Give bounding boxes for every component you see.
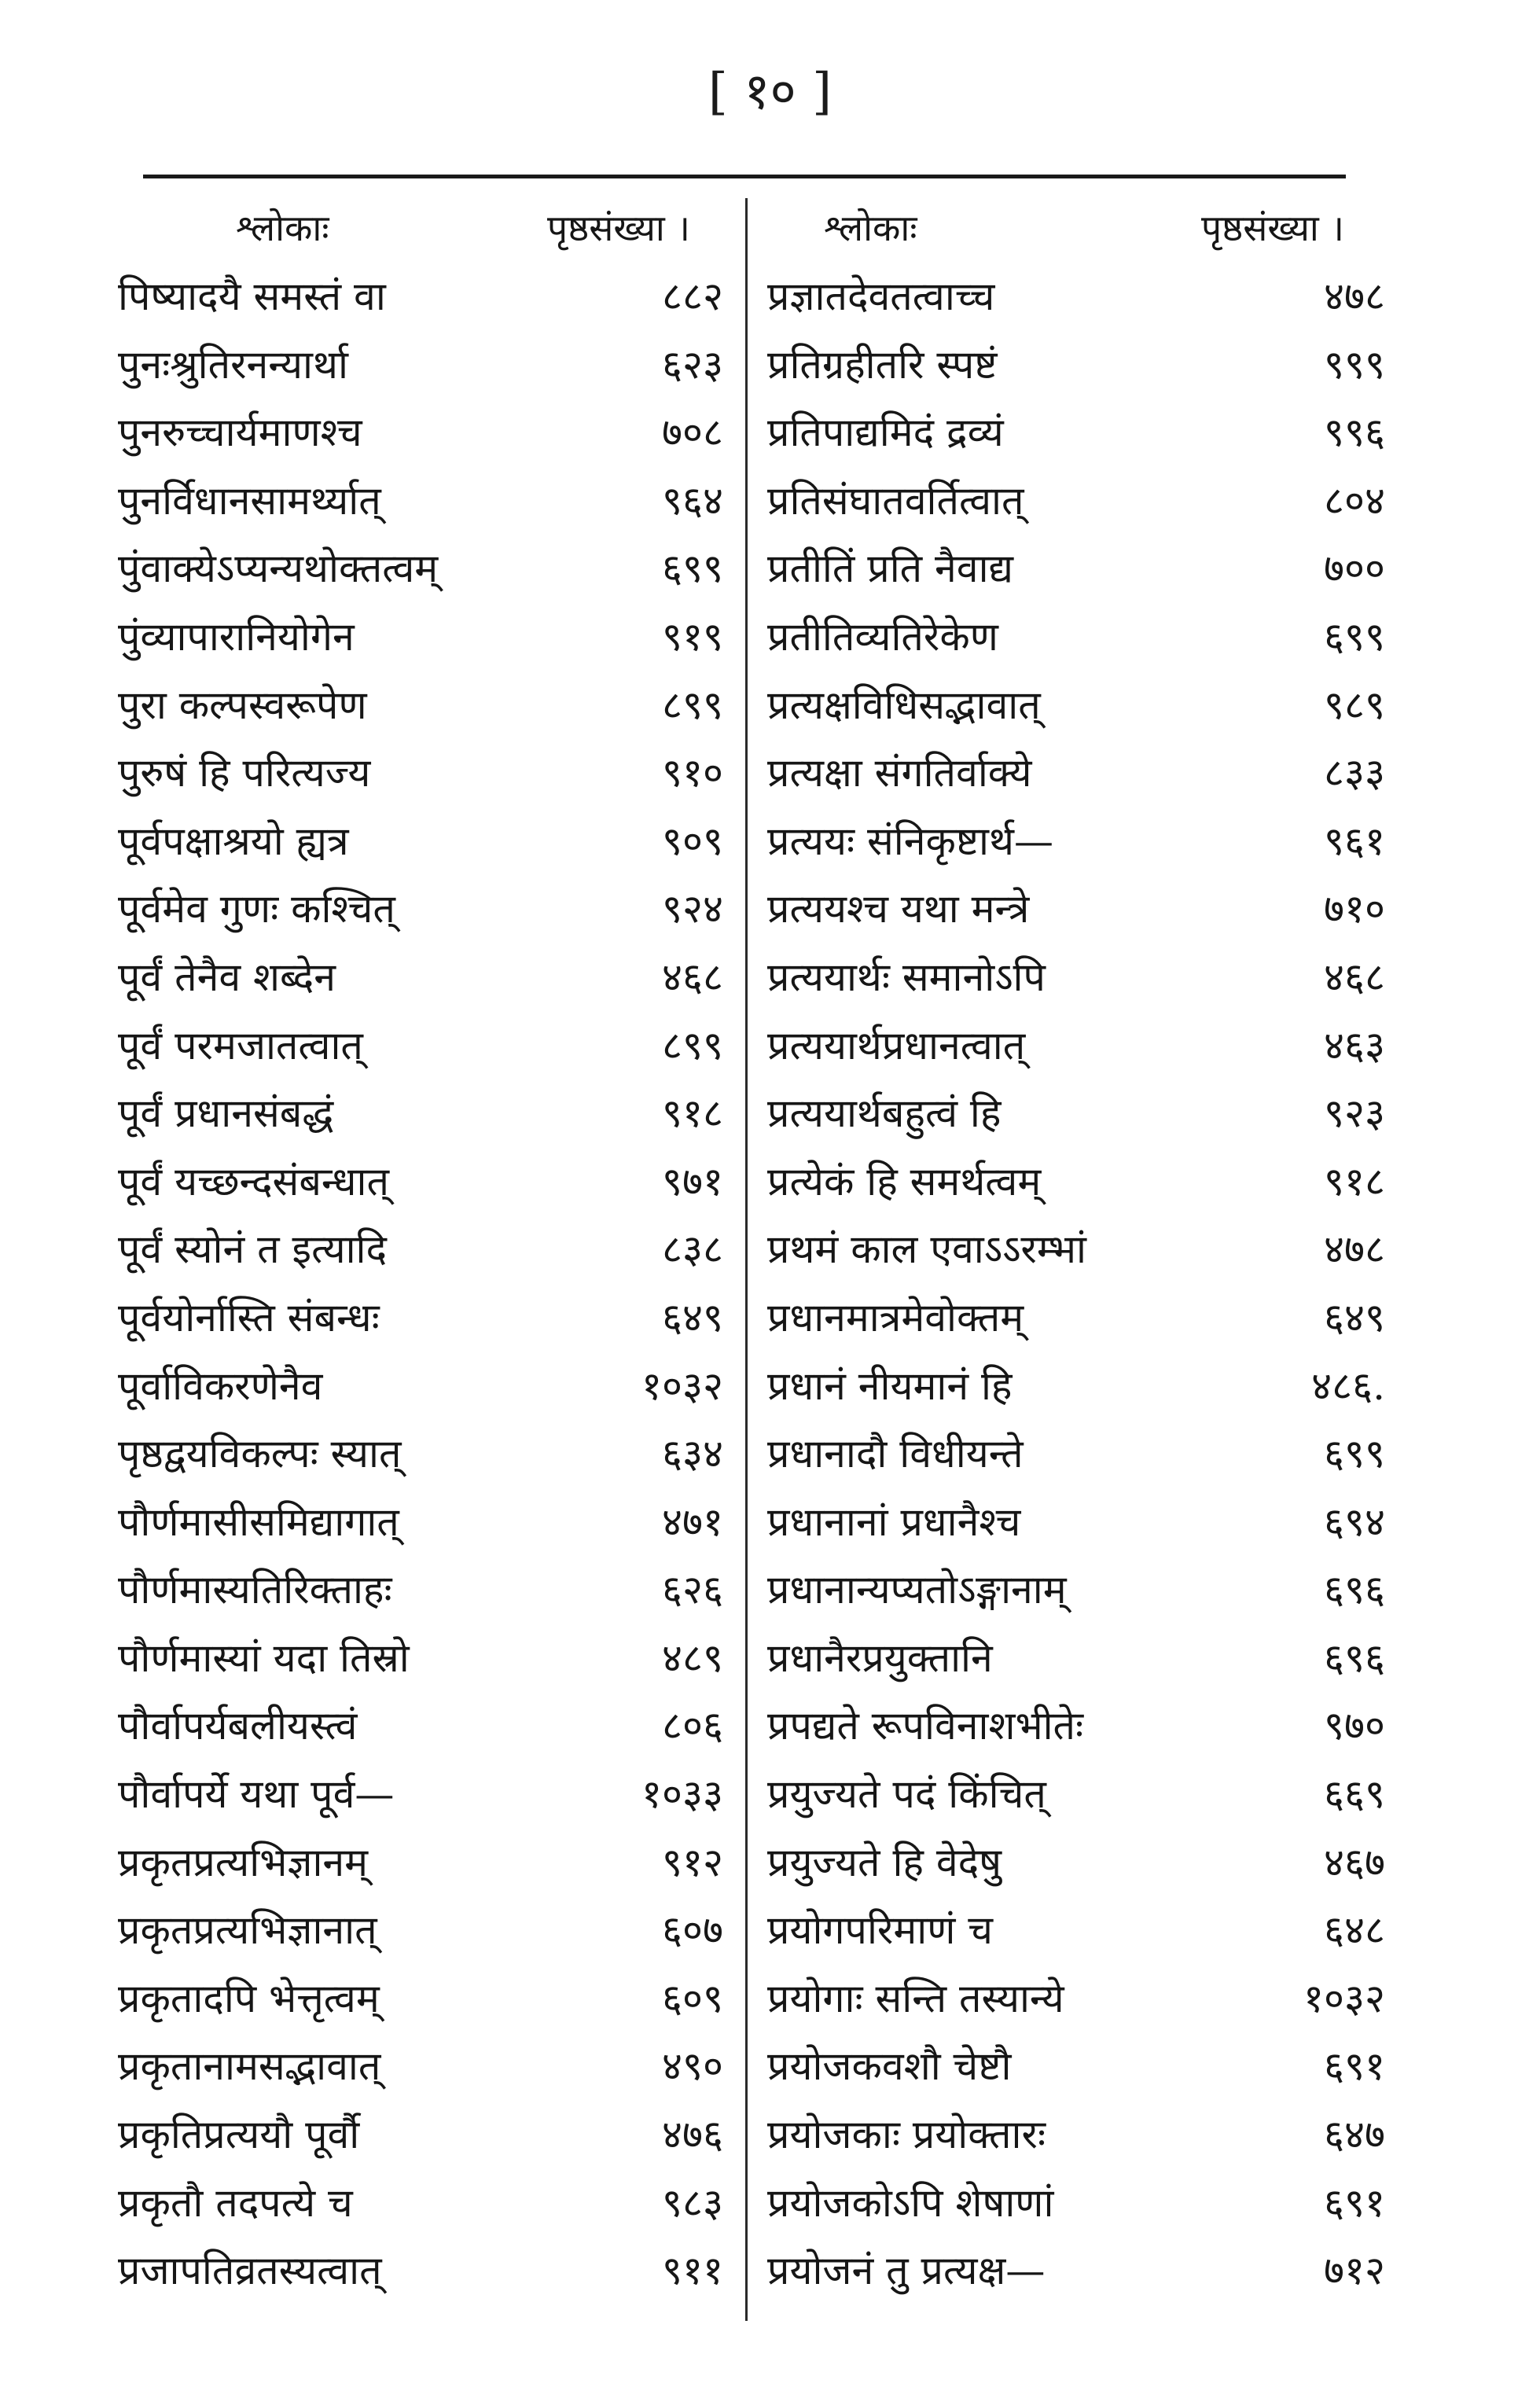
- right-page-number: १०३२: [1303, 1975, 1385, 2021]
- left-page-number: ८९९: [662, 682, 723, 728]
- left-page-number: ६२३: [662, 341, 723, 388]
- table-row: [0, 1148, 1540, 1216]
- left-verse-entry: प्रकृतानामसद्भावात्: [118, 2043, 381, 2090]
- left-page-number: ९१९: [662, 613, 723, 660]
- right-page-number: ९१८: [1324, 1158, 1385, 1204]
- right-verse-entry: प्रयोजकवशौ चेष्टौ: [767, 2043, 1012, 2090]
- right-verse-entry: प्रथमं काल एवाऽऽरम्भां: [767, 1226, 1086, 1273]
- left-verse-entry: प्रजापतिव्रतस्यत्वात्: [118, 2248, 382, 2294]
- left-page-number: ६०९: [662, 1975, 723, 2021]
- right-page-number: ९२३: [1324, 1090, 1385, 1137]
- left-verse-entry: पृष्ठद्वयविकल्पः स्यात्: [118, 1431, 402, 1477]
- left-verse-column-header: श्लोकाः: [236, 207, 329, 249]
- right-verse-entry: प्रयोजनं तु प्रत्यक्ष—: [767, 2248, 1046, 2294]
- right-page-number: ७१२: [1324, 2248, 1385, 2294]
- right-page-number: ९९६: [1324, 410, 1385, 456]
- table-row: [0, 2169, 1540, 2238]
- right-verse-entry: प्रयोजकाः प्रयोक्तारः: [767, 2112, 1046, 2158]
- left-page-number: ४७१: [662, 1499, 723, 1545]
- index-table: [0, 263, 1540, 2305]
- table-row: [0, 467, 1540, 535]
- left-verse-entry: प्रकृतप्रत्यभिज्ञानम्: [118, 1839, 369, 1885]
- table-row: [0, 875, 1540, 943]
- right-verse-entry: प्रत्ययश्च यथा मन्त्रे: [767, 886, 1030, 932]
- right-page-number: ७१०: [1324, 886, 1385, 932]
- right-page-number: ९८९: [1324, 682, 1385, 728]
- right-page-number: ६९६: [1324, 1567, 1385, 1613]
- left-page-number: १०३२: [641, 1363, 723, 1409]
- left-page-number: ९०९: [662, 818, 723, 864]
- table-row: [0, 399, 1540, 467]
- left-page-number: ८८२: [662, 274, 723, 319]
- right-page-number: ४७८: [1324, 1226, 1385, 1273]
- left-verse-entry: पूर्वं प्रधानसंबद्धं: [118, 1090, 334, 1137]
- page-number-header: [ १० ]: [708, 63, 832, 121]
- left-verse-entry: पूर्वं यच्छन्दसंबन्धात्: [118, 1158, 389, 1204]
- right-verse-entry: प्रधानैरप्रयुक्तानि: [767, 1635, 993, 1681]
- table-row: [0, 2032, 1540, 2101]
- right-verse-entry: प्रत्ययार्थप्रधानत्वात्: [767, 1022, 1026, 1068]
- left-verse-entry: पौर्णमास्यतिरिक्ताहः: [118, 1567, 392, 1613]
- left-page-number: ८९९: [662, 1022, 723, 1068]
- right-page-number: ४६३: [1324, 1022, 1385, 1068]
- left-verse-entry: पूर्वं परमजातत्वात्: [118, 1022, 363, 1068]
- left-page-number: ९१०: [662, 750, 723, 796]
- left-page-number: ६९९: [662, 546, 723, 592]
- left-verse-entry: पूर्वाविकरणेनैव: [118, 1363, 323, 1409]
- left-page-number: ९७१: [662, 1158, 723, 1204]
- left-page-number: ८३८: [662, 1226, 723, 1273]
- table-row: [0, 603, 1540, 671]
- table-row: [0, 1896, 1540, 1965]
- right-verse-entry: प्रत्यक्षविधिसद्भावात्: [767, 682, 1041, 728]
- left-page-number: ९८३: [662, 2179, 723, 2226]
- left-page-number: ४७६: [662, 2112, 723, 2158]
- right-verse-entry: प्रतीतिं प्रति नैवाद्य: [767, 546, 1014, 592]
- left-verse-entry: प्रकृतादपि भेत्तृत्वम्: [118, 1975, 380, 2021]
- table-row: [0, 535, 1540, 603]
- table-row: [0, 1420, 1540, 1488]
- right-verse-column-header: श्लोकाः: [824, 207, 917, 249]
- left-page-number: ८०६: [662, 1703, 723, 1749]
- left-verse-entry: पुंवाक्येऽप्यन्यथोक्तत्वम्: [118, 546, 439, 592]
- left-page-number: ६४९: [662, 1294, 723, 1340]
- table-row: [0, 2101, 1540, 2169]
- left-verse-entry: पौर्णमास्यां यदा तिस्रो: [118, 1635, 410, 1681]
- right-verse-entry: प्रयोजकोऽपि शेषाणां: [767, 2179, 1054, 2226]
- right-page-column-header: पृष्ठसंख्या ।: [1201, 207, 1344, 249]
- table-row: [0, 1965, 1540, 2033]
- right-verse-entry: प्रधानमात्रमेवोक्तम्: [767, 1294, 1024, 1340]
- left-verse-entry: पुरा कल्पस्वरूपेण: [118, 682, 367, 728]
- table-row: [0, 1284, 1540, 1352]
- right-verse-entry: प्रज्ञातदेवतत्वाच्च: [767, 274, 995, 319]
- table-row: [0, 1760, 1540, 1829]
- left-verse-entry: पुंव्यापारानियोगेन: [118, 613, 355, 660]
- table-row: [0, 2237, 1540, 2305]
- right-page-number: ६९४: [1324, 1499, 1385, 1545]
- left-page-number: ९१८: [662, 1090, 723, 1137]
- table-row: [0, 1012, 1540, 1080]
- table-row: [0, 1692, 1540, 1760]
- right-verse-entry: प्रत्ययः संनिकृष्टार्थ—: [767, 818, 1053, 864]
- right-verse-entry: प्रतिपाद्यमिदं द्रव्यं: [767, 410, 1004, 456]
- right-verse-entry: प्रत्ययार्थबहुत्वं हि: [767, 1090, 1002, 1137]
- left-page-number: ६३४: [662, 1431, 723, 1477]
- right-verse-entry: प्रधानान्यप्यतोऽङ्गानाम्: [767, 1567, 1067, 1613]
- right-verse-entry: प्रयोगपरिमाणं च: [767, 1907, 993, 1954]
- table-row: [0, 1352, 1540, 1421]
- left-verse-entry: प्रकृतप्रत्यभिज्ञानात्: [118, 1907, 377, 1954]
- left-verse-entry: पूर्वं तेनैव शब्देन: [118, 954, 336, 1000]
- right-page-number: ८०४: [1324, 477, 1385, 524]
- table-row: [0, 1488, 1540, 1557]
- right-page-number: ६४८: [1324, 1907, 1385, 1954]
- right-page-number: ४६७: [1324, 1839, 1385, 1885]
- table-row: [0, 739, 1540, 807]
- right-page-number: ९६१: [1324, 818, 1385, 864]
- right-verse-entry: प्रतिग्रहीतरि स्पष्टं: [767, 341, 998, 388]
- table-row: [0, 331, 1540, 399]
- right-verse-entry: प्रधानानां प्रधानैश्च: [767, 1499, 1021, 1545]
- right-verse-entry: प्रतीतिव्यतिरेकेण: [767, 613, 998, 660]
- left-verse-entry: पिष्यादयै समस्तं वा: [118, 274, 386, 319]
- right-verse-entry: प्रधानादौ विधीयन्ते: [767, 1431, 1024, 1477]
- right-verse-entry: प्रयोगाः सन्ति तस्यान्ये: [767, 1975, 1064, 2021]
- right-verse-entry: प्रयुज्यते हि वेदेषु: [767, 1839, 1002, 1885]
- left-verse-entry: पुनरुच्चार्यमाणश्च: [118, 410, 362, 456]
- left-page-number: ९११: [662, 2248, 723, 2294]
- table-row: [0, 1556, 1540, 1624]
- table-row: [0, 1624, 1540, 1693]
- left-verse-entry: पुनःश्रुतिरनन्यार्था: [118, 341, 348, 388]
- table-row: [0, 807, 1540, 876]
- table-row: [0, 671, 1540, 740]
- right-verse-entry: प्रयुज्यते पदं किंचित्: [767, 1771, 1046, 1818]
- left-page-column-header: पृष्ठसंख्या ।: [547, 207, 690, 249]
- left-verse-entry: पौर्णमासीसमिद्यागात्: [118, 1499, 399, 1545]
- right-page-number: ४६८: [1324, 954, 1385, 1000]
- right-verse-entry: प्रत्यक्षा संगतिर्वाक्ये: [767, 750, 1032, 796]
- right-page-number: ६९१: [1324, 2043, 1385, 2090]
- right-page-number: ९९९: [1324, 341, 1385, 388]
- right-verse-entry: प्रतिसंघातवर्तित्वात्: [767, 477, 1024, 524]
- right-page-number: ६९९: [1324, 613, 1385, 660]
- right-page-number: ४७८: [1324, 274, 1385, 319]
- left-verse-entry: पूर्वयोर्नास्ति संबन्धः: [118, 1294, 380, 1340]
- right-page-number: ६६९: [1324, 1771, 1385, 1818]
- left-page-number: ९६४: [662, 477, 723, 524]
- table-row: [0, 1829, 1540, 1897]
- header-rule: [143, 175, 1346, 178]
- left-verse-entry: प्रकृतिप्रत्ययौ पूर्वौ: [118, 2112, 360, 2158]
- left-page-number: ४९०: [662, 2043, 723, 2090]
- right-page-number: ९७०: [1324, 1703, 1385, 1749]
- table-row: [0, 1079, 1540, 1148]
- left-page-number: ७०८: [662, 410, 723, 456]
- left-page-number: ४६८: [662, 954, 723, 1000]
- left-page-number: ६०७: [662, 1907, 723, 1954]
- left-page-number: ४८९: [662, 1635, 723, 1681]
- table-row: [0, 943, 1540, 1012]
- right-page-number: ७००: [1324, 546, 1385, 592]
- left-verse-entry: पूर्वं स्योनं त इत्यादि: [118, 1226, 388, 1273]
- left-verse-entry: पौर्वापर्यबलीयस्त्वं: [118, 1703, 358, 1749]
- left-verse-entry: पौर्वापर्ये यथा पूर्व—: [118, 1771, 395, 1818]
- table-row: [0, 263, 1540, 331]
- right-page-number: ४८६.: [1311, 1363, 1385, 1409]
- left-verse-entry: पुरुषं हि परित्यज्य: [118, 750, 371, 796]
- left-verse-entry: पुनर्विधानसामर्थ्यात्: [118, 477, 381, 524]
- left-page-number: ६२६: [662, 1567, 723, 1613]
- right-page-number: ६४७: [1324, 2112, 1385, 2158]
- table-row: [0, 1215, 1540, 1284]
- right-page-number: ८३३: [1324, 750, 1385, 796]
- right-page-number: ६९६: [1324, 1635, 1385, 1681]
- right-verse-entry: प्रधानं नीयमानं हि: [767, 1363, 1013, 1409]
- left-verse-entry: पूर्वपक्षाश्रयो ह्यत्र: [118, 818, 349, 864]
- right-verse-entry: प्रत्ययार्थः समानोऽपि: [767, 954, 1046, 1000]
- left-page-number: १०३३: [641, 1771, 723, 1818]
- right-page-number: ६९९: [1324, 1431, 1385, 1477]
- right-verse-entry: प्रपद्यते रूपविनाशभीतेः: [767, 1703, 1084, 1749]
- left-page-number: ९१२: [662, 1839, 723, 1885]
- left-verse-entry: पूर्वमेव गुणः कश्चित्: [118, 886, 395, 932]
- right-verse-entry: प्रत्येकं हि समर्थत्वम्: [767, 1158, 1042, 1204]
- left-verse-entry: प्रकृतौ तदपत्ये च: [118, 2179, 353, 2226]
- right-page-number: ६९१: [1324, 2179, 1385, 2226]
- left-page-number: ९२४: [662, 886, 723, 932]
- right-page-number: ६४९: [1324, 1294, 1385, 1340]
